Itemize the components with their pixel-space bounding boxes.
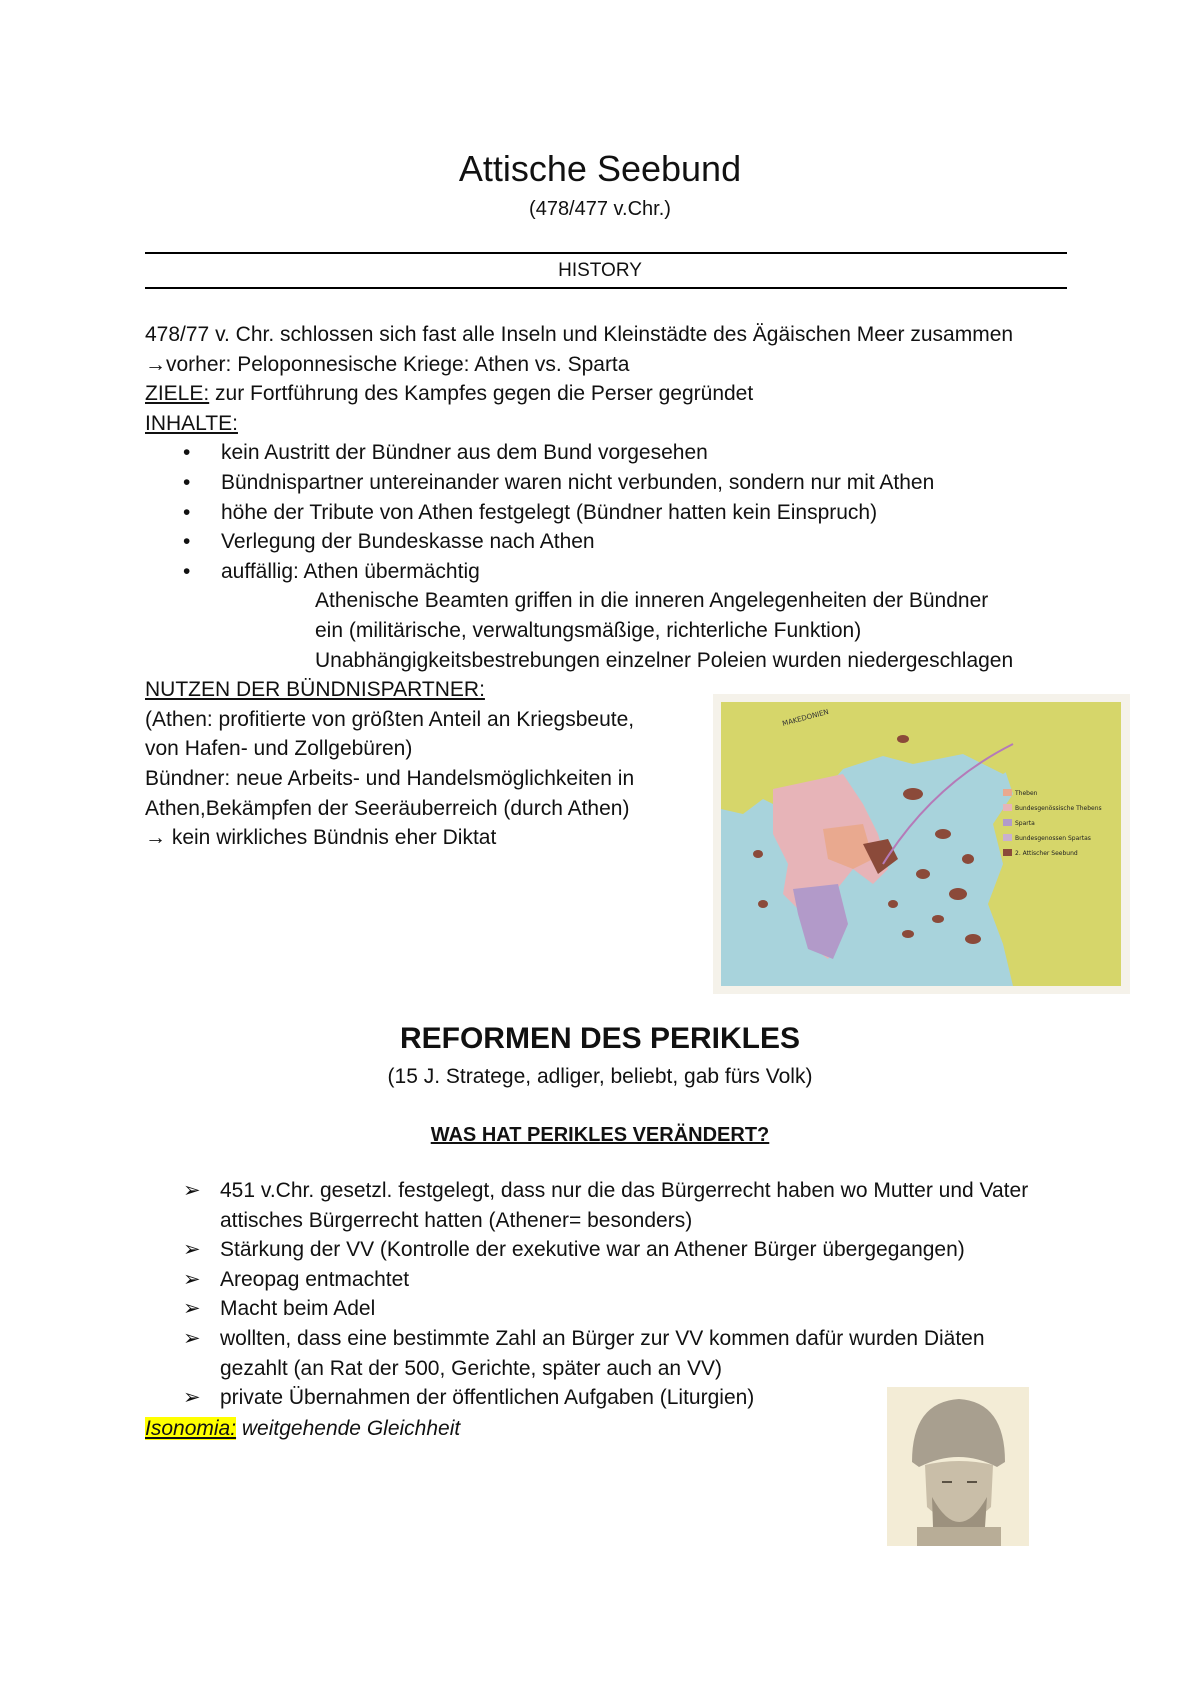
svg-text:Sparta: Sparta <box>1015 820 1035 827</box>
inhalte-label: INHALTE: <box>145 411 238 435</box>
perikles-bust-image <box>887 1387 1029 1546</box>
nutzen-line: (Athen: profitierte von größten Anteil an Kriegsbeute, <box>145 707 635 731</box>
arrow-bullet-icon: ➢ <box>183 1297 201 1321</box>
inhalte-list <box>145 438 1145 586</box>
arrow-bullet-icon: ➢ <box>183 1386 201 1410</box>
list-item: • Verlegung der Bundeskasse nach Athen <box>183 527 1145 557</box>
list-item: ➢ wollten, dass eine bestimmte Zahl an Bürger zur VV kommen dafür wurden Diäten gezahlt (an Rat der 500, Gerichte, später auch an VV) <box>183 1324 1043 1383</box>
arrow-bullet-icon: ➢ <box>183 1267 201 1291</box>
top-rule <box>145 252 1067 254</box>
page-subtitle-date: (478/477 v.Chr.) <box>529 198 671 220</box>
map-illustration <box>713 694 1130 994</box>
list-item: ➢ Macht beim Adel <box>183 1294 1043 1324</box>
nutzen-line: → kein wirkliches Bündnis eher Diktat <box>145 826 497 850</box>
nutzen-line: Athen,Bekämpfen der Seeräuberreich (durch Athen) <box>145 796 630 820</box>
ziele-line <box>145 379 1145 409</box>
isonomia-text: weitgehende Gleichheit <box>236 1417 461 1440</box>
bust-illustration <box>887 1387 1029 1546</box>
nutzen-label: NUTZEN DER BÜNDNISPARTNER: <box>145 678 485 702</box>
arrow-bullet-icon: ➢ <box>183 1326 201 1350</box>
list-item: • höhe der Tribute von Athen festgelegt (Bündner hatten kein Einspruch) <box>183 498 1145 528</box>
perikles-list <box>183 1176 1043 1413</box>
bullet-icon: • <box>183 470 191 494</box>
arrow-bullet-icon: ➢ <box>183 1238 201 1262</box>
list-item: ➢ Stärkung der VV (Kontrolle der exekutive war an Athener Bürger übergegangen) <box>183 1235 1043 1265</box>
nutzen-line: Bündner: neue Arbeits- und Handelsmöglichkeiten in <box>145 766 635 790</box>
perikles-list-wrap <box>183 1176 1043 1413</box>
detail-line: Athenische Beamten griffen in die inneren Angelegenheiten der Bündner <box>315 589 989 613</box>
shoulders-shape <box>917 1527 1001 1546</box>
bullet-icon: • <box>183 441 191 465</box>
detail-line: ein (militärische, verwaltungsmäßige, richterliche Funktion) <box>315 618 862 642</box>
bottom-rule <box>145 287 1067 289</box>
bullet-icon: • <box>183 500 191 524</box>
perikles-heading: REFORMEN DES PERIKLES <box>399 1022 801 1055</box>
perikles-subheading: (15 J. Stratege, adliger, beliebt, gab fürs Volk) <box>387 1065 813 1088</box>
ziele-text: zur Fortführung des Kampfes gegen die Perser gegründet <box>209 382 754 406</box>
seebund-map <box>713 694 1130 994</box>
page-title: Attische Seebund <box>458 148 742 189</box>
svg-text:Theben: Theben <box>1015 790 1038 797</box>
intro-line-1: 478/77 v. Chr. schlossen sich fast alle Inseln und Kleinstädte des Ägäischen Meer zusammen <box>145 323 1014 346</box>
svg-text:2. Attischer Seebund: 2. Attischer Seebund <box>1015 850 1078 857</box>
section-label: HISTORY <box>558 260 642 281</box>
list-item: • kein Austritt der Bündner aus dem Bund vorgesehen <box>183 438 1145 468</box>
svg-text:Bundesgenössische Thebens: Bundesgenössische Thebens <box>1015 805 1102 812</box>
arrow-bullet-icon: ➢ <box>183 1179 201 1202</box>
list-item: ➢ 451 v.Chr. gesetzl. festgelegt, dass nur die das Bürgerrecht haben wo Mutter und Vater attisches Bürgerrecht hatten (Athener= besonders) <box>183 1176 1043 1235</box>
svg-text:Bundesgenossen Spartas: Bundesgenossen Spartas <box>1015 835 1091 842</box>
auffaellig-details <box>145 586 1145 675</box>
isonomia-label: Isonomia: <box>145 1417 237 1440</box>
nutzen-line: von Hafen- und Zollgebüren) <box>145 737 413 761</box>
perikles-question: WAS HAT PERIKLES VERÄNDERT? <box>430 1124 770 1146</box>
list-item: ➢ private Übernahmen der öffentlichen Aufgaben (Liturgien) <box>183 1383 1043 1413</box>
map-label-region: MAKEDONIEN <box>781 707 830 728</box>
detail-line: Unabhängigkeitsbestrebungen einzelner Poleien wurden niedergeschlagen <box>315 648 1014 672</box>
list-item: • auffällig: Athen übermächtig <box>183 557 1145 587</box>
isonomia-line <box>145 1414 460 1444</box>
bullet-icon: • <box>183 530 191 554</box>
ziele-label: ZIELE: <box>145 382 210 406</box>
list-item: • Bündnispartner untereinander waren nicht verbunden, sondern nur mit Athen <box>183 468 1145 498</box>
bullet-icon: • <box>183 559 191 583</box>
list-item: ➢ Areopag entmachtet <box>183 1265 1043 1295</box>
intro-line-2: →vorher: Peloponnesische Kriege: Athen vs. Sparta <box>145 352 630 376</box>
